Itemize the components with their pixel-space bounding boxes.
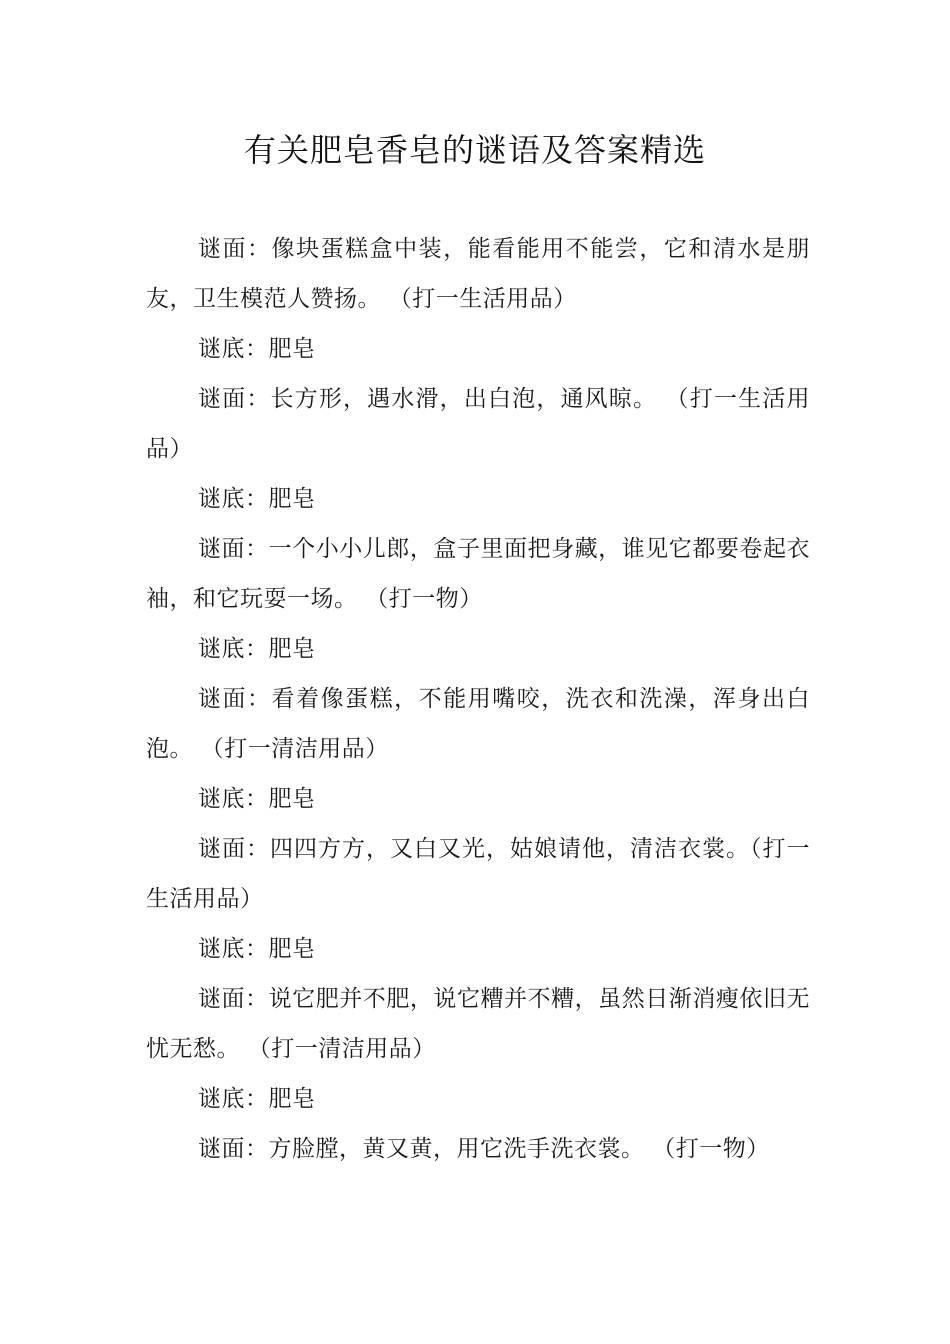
- riddle-answer: 谜底：肥皂: [198, 936, 316, 962]
- riddle-question: 谜面：一个小小儿郎，盒子里面把身藏，谁见它都要卷起衣袖，和它玩耍一场。 （打一物）: [146, 536, 810, 612]
- riddle-question: 谜面：四四方方，又白又光，姑娘请他，清洁衣裳。（打一生活用品）: [146, 836, 810, 912]
- riddle-answer: 谜底：肥皂: [198, 1086, 316, 1112]
- riddle-question: 谜面：看着像蛋糕，不能用嘴咬，洗衣和洗澡，浑身出白泡。 （打一清洁用品）: [146, 686, 810, 762]
- riddle-answer: 谜底：肥皂: [198, 486, 316, 512]
- page-title: 有关肥皂香皂的谜语及答案精选: [243, 131, 706, 169]
- riddle-answer: 谜底：肥皂: [198, 636, 316, 662]
- document-body: [146, 224, 810, 1174]
- riddle-answer: 谜底：肥皂: [198, 336, 316, 362]
- riddle-question: 谜面：方脸膛，黄又黄，用它洗手洗衣裳。 （打一物）: [198, 1136, 770, 1162]
- riddle-answer: 谜底：肥皂: [198, 786, 316, 812]
- riddle-question: 谜面：像块蛋糕盒中装，能看能用不能尝，它和清水是朋友，卫生模范人赞扬。 （打一生活用品）: [146, 236, 810, 312]
- riddle-question: 谜面：长方形，遇水滑，出白泡，通风晾。 （打一生活用品）: [146, 386, 810, 462]
- riddle-question: 谜面：说它肥并不肥，说它糟并不糟，虽然日渐消瘦依旧无忧无愁。 （打一清洁用品）: [146, 986, 810, 1062]
